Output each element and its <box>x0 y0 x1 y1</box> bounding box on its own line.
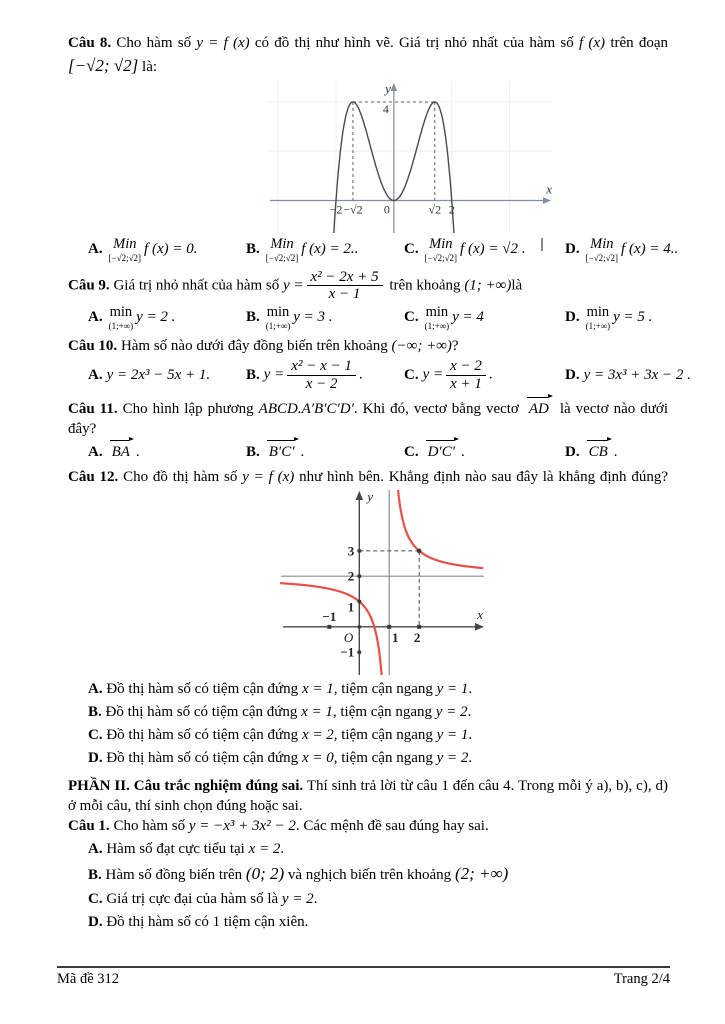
option-12A-t3: . <box>468 680 473 697</box>
question-10-label: Câu 10. <box>68 337 118 354</box>
option-12B-t1: Đồ thị hàm số có tiệm cận đứng <box>105 703 298 720</box>
option-11B-post: . <box>300 444 305 461</box>
part2-q1-D-t1: Đồ thị hàm số có 1 tiệm cận xiên. <box>106 913 309 930</box>
option-9A <box>88 305 246 331</box>
option-8C-label: C. <box>404 241 419 258</box>
option-12C-t3: . <box>468 727 473 744</box>
option-10C-post: . <box>488 366 493 383</box>
part2-q1-option-C <box>68 889 668 909</box>
option-9A-expr: y = 2 . <box>136 309 176 326</box>
option-8A <box>88 237 246 263</box>
question-12-options <box>68 679 668 769</box>
question-8-m1: y = f (x) <box>196 35 250 51</box>
option-12D <box>68 748 668 768</box>
option-12D-t3: . <box>468 750 473 767</box>
question-9 <box>68 269 668 331</box>
svg-text:2: 2 <box>347 568 355 584</box>
question-9-t2: trên khoảng <box>389 277 461 294</box>
function-graph-q8 <box>268 81 668 233</box>
option-12D-label: D. <box>88 750 103 767</box>
part2-q1-D-label: D. <box>88 913 103 930</box>
option-12D-m1: x = 0 <box>301 750 334 767</box>
option-10B-den: x − 2 <box>305 375 338 392</box>
option-10D-label: D. <box>565 367 580 384</box>
question-11-t1: Cho hình lập phương <box>122 400 254 417</box>
option-10D <box>565 365 691 385</box>
option-12C <box>68 725 668 745</box>
option-9B-sub: (1;+∞) <box>265 320 291 331</box>
option-10C-label: C. <box>404 366 419 383</box>
part2-question-1 <box>68 816 668 932</box>
part2-q1-option-B <box>68 863 668 886</box>
question-9-t3: là <box>511 277 523 294</box>
option-12B-m2: y = 2 <box>435 703 468 720</box>
option-8A-sub: [−√2;√2] <box>108 252 142 263</box>
question-8-t4: là: <box>142 59 158 76</box>
question-9-label: Câu 9. <box>68 277 110 294</box>
option-12C-m1: x = 2 <box>301 727 334 744</box>
question-10-t2: ? <box>451 337 459 354</box>
option-9C-min: min <box>425 304 449 321</box>
svg-text:x: x <box>477 606 483 622</box>
option-12C-t1: Đồ thị hàm số có tiệm cận đứng <box>106 727 299 744</box>
question-8 <box>68 33 679 263</box>
question-11-text <box>68 398 668 440</box>
option-8A-expr: f (x) = 0. <box>144 241 198 258</box>
option-10D-expr: y = 3x³ + 3x − 2 . <box>583 367 691 384</box>
question-8-label: Câu 8. <box>68 35 112 51</box>
part2-q1-C-t1: Giá trị cực đại của hàm số là <box>106 890 279 907</box>
option-9B-label: B. <box>246 309 260 326</box>
option-11B-label: B. <box>246 444 260 461</box>
option-9D <box>565 305 668 331</box>
option-12A-t1: Đồ thị hàm số có tiệm cận đứng <box>106 680 299 697</box>
option-11A-vector: BA <box>110 441 133 462</box>
option-12B-m1: x = 1 <box>301 703 333 720</box>
part2-q1-option-A <box>68 839 668 859</box>
option-11C-vector: D′C′ <box>426 441 458 462</box>
option-9C-label: C. <box>404 309 419 326</box>
option-11C <box>404 441 565 462</box>
question-8-t3: trên đoạn <box>610 35 669 51</box>
option-9D-min: min <box>586 304 610 321</box>
option-12C-m2: y = 1 <box>436 727 469 744</box>
question-11 <box>68 398 668 463</box>
option-11B-vector: B′C′ <box>267 441 298 462</box>
svg-text:0: 0 <box>383 202 390 217</box>
svg-text:O: O <box>343 629 354 645</box>
question-10-m1: (−∞; +∞) <box>391 337 452 354</box>
svg-text:−1: −1 <box>322 608 337 624</box>
option-8C-min: Min <box>429 236 453 253</box>
option-10B-num: x² − x − 1 <box>287 358 356 376</box>
option-12A <box>68 679 668 699</box>
option-9A-sub: (1;+∞) <box>108 320 134 331</box>
option-11D <box>565 441 668 462</box>
question-8-text <box>68 33 668 53</box>
question-9-frac-den: x − 1 <box>328 286 361 303</box>
option-9B <box>246 305 404 331</box>
function-graph-q12 <box>280 490 668 675</box>
option-10C-pre: y = <box>422 366 444 383</box>
cursor-artifact <box>541 238 543 251</box>
option-11D-vector: CB <box>587 441 611 462</box>
option-8C-expr: f (x) = √2 . <box>460 241 526 258</box>
part2-q1-t2: . Các mệnh đề sau đúng hay sai. <box>295 818 489 835</box>
part2-q1-m1: y = −x³ + 3x² − 2 <box>188 818 296 835</box>
option-10A <box>88 365 246 385</box>
part2-q1-B-t1: Hàm số đồng biến trên <box>105 866 243 883</box>
part2-q1-A-t1: Hàm số đạt cực tiểu tại <box>106 841 245 858</box>
option-11A <box>88 441 246 462</box>
option-8A-min: Min <box>113 236 137 253</box>
svg-text:−1: −1 <box>340 644 355 660</box>
option-9C-sub: (1;+∞) <box>424 320 450 331</box>
question-11-m1: ABCD.A′B′C′D′ <box>258 400 354 417</box>
part2-q1-t1: Cho hàm số <box>113 818 186 835</box>
option-9C <box>404 305 565 331</box>
option-10B-label: B. <box>246 366 260 383</box>
option-9C-expr: y = 4 <box>452 309 484 326</box>
svg-text:1: 1 <box>391 629 399 645</box>
option-12B-t2: , tiệm cận ngang <box>332 703 433 720</box>
option-12A-label: A. <box>88 680 103 697</box>
option-12D-t1: Đồ thị hàm số có tiệm cận đứng <box>106 750 299 767</box>
option-10C-den: x + 1 <box>450 375 482 392</box>
option-8B-expr: f (x) = 2.. <box>301 241 359 258</box>
part2-title: PHẦN II. Câu trắc nghiệm đúng sai. <box>68 777 304 794</box>
question-9-t1: Giá trị nhỏ nhất của hàm số <box>113 277 280 294</box>
part2-q1-A-label: A. <box>88 841 103 858</box>
question-11-label: Câu 11. <box>68 400 118 417</box>
question-11-t2: . Khi đó, vectơ bằng vectơ <box>353 400 519 417</box>
option-12C-t2: , tiệm cận ngang <box>333 727 433 744</box>
part2-q1-B-label: B. <box>88 866 102 883</box>
question-12-t1: Cho đồ thị hàm số <box>123 469 238 486</box>
option-8B-label: B. <box>246 241 260 258</box>
option-9D-label: D. <box>565 309 580 326</box>
question-9-m1: y = <box>282 277 304 294</box>
option-12A-t2: , tiệm cận ngang <box>333 680 433 697</box>
question-10-t1: Hàm số nào dưới đây đồng biến trên khoảng <box>120 337 388 354</box>
svg-text:y: y <box>367 489 374 504</box>
graph-q8-svg <box>268 81 553 233</box>
option-11D-post: . <box>613 444 618 461</box>
option-10C-num: x − 2 <box>446 358 486 376</box>
question-9-frac-num: x² − 2x + 5 <box>307 269 383 287</box>
question-10-options <box>68 358 691 393</box>
option-9B-min: min <box>266 304 290 321</box>
question-8-options <box>68 236 679 263</box>
question-9-options <box>68 305 668 331</box>
question-8-interval-line <box>68 55 668 78</box>
part2-q1-C-m1: y = 2 <box>281 890 314 907</box>
part2-instructions: Thí sinh trả lời từ câu 1 đến câu 4. Trong mỗi ý a), b), c), d) ở mỗi câu, thí sinh chọn đúng hoặc sai. <box>68 777 668 814</box>
part2-header <box>68 776 668 817</box>
option-10B <box>246 358 404 393</box>
option-11A-label: A. <box>88 444 103 461</box>
part2-question-1-text <box>68 816 668 836</box>
question-9-m2: (1; +∞) <box>464 277 512 294</box>
part2-q1-C-label: C. <box>88 890 103 907</box>
option-9A-label: A. <box>88 309 103 326</box>
question-12-t2: như hình bên. Khẳng định nào sau đây là khẳng định đúng? <box>299 469 669 486</box>
part2-q1-A-t2: . <box>280 841 285 858</box>
option-8D-label: D. <box>565 241 580 258</box>
option-10A-label: A. <box>88 367 103 384</box>
option-12C-label: C. <box>88 727 103 744</box>
part2-q1-A-m1: x = 2 <box>248 841 281 858</box>
option-10A-expr: y = 2x³ − 5x + 1. <box>106 367 211 384</box>
question-10-text <box>68 336 668 356</box>
option-8D-expr: f (x) = 4.. <box>621 241 679 258</box>
option-12B-t3: . <box>467 703 472 720</box>
option-8B-sub: [−√2;√2] <box>265 252 299 263</box>
option-11C-label: C. <box>404 444 419 461</box>
part2-q1-B-m1: (0; 2) <box>245 863 285 883</box>
svg-text:3: 3 <box>347 542 355 558</box>
option-10C <box>404 358 565 393</box>
option-12A-m1: x = 1 <box>301 680 334 697</box>
question-12-text <box>68 467 668 487</box>
option-9B-expr: y = 3 . <box>293 309 333 326</box>
question-12-m1: y = f (x) <box>242 469 295 486</box>
option-11C-post: . <box>461 444 465 461</box>
part2-q1-C-t2: . <box>313 890 318 907</box>
graph-q12-svg <box>280 490 485 675</box>
question-12-label: Câu 12. <box>68 469 119 486</box>
question-9-text <box>68 269 668 304</box>
question-10 <box>68 336 691 393</box>
svg-text:4: 4 <box>382 102 389 117</box>
option-8B-min: Min <box>270 236 294 253</box>
svg-text:−2: −2 <box>329 202 343 217</box>
exam-code: Mã đề 312 <box>57 971 120 987</box>
option-11A-post: . <box>135 444 140 461</box>
question-8-m2: f (x) <box>579 35 606 51</box>
page-footer <box>57 966 670 990</box>
option-12A-m2: y = 1 <box>436 680 469 697</box>
question-11-options <box>68 441 668 462</box>
option-8D-sub: [−√2;√2] <box>585 252 619 263</box>
option-9D-sub: (1;+∞) <box>585 320 611 331</box>
option-8D-min: Min <box>590 236 614 253</box>
option-8D <box>565 237 678 263</box>
option-10B-post: . <box>358 366 363 383</box>
svg-text:2: 2 <box>448 202 455 217</box>
option-9D-expr: y = 5 . <box>613 309 653 326</box>
option-8A-label: A. <box>88 241 103 258</box>
part2-q1-label: Câu 1. <box>68 818 110 835</box>
option-11B <box>246 441 404 462</box>
part2-q1-B-t2: và nghịch biến trên khoảng <box>287 866 452 883</box>
svg-text:1: 1 <box>347 599 355 615</box>
question-8-t1: Cho hàm số <box>116 35 192 51</box>
svg-text:y: y <box>385 81 391 97</box>
svg-text:x: x <box>546 181 552 197</box>
question-8-interval: [−√2; √2] <box>68 56 139 76</box>
part2-q1-option-D <box>68 912 668 932</box>
svg-text:2: 2 <box>413 629 421 645</box>
option-11D-label: D. <box>565 444 580 461</box>
question-11-vector-AD: AD <box>527 398 552 419</box>
svg-text:−√2: −√2 <box>343 202 363 217</box>
page-number: Trang 2/4 <box>613 971 670 987</box>
part2-q1-B-m2: (2; +∞) <box>454 863 509 883</box>
option-12B-label: B. <box>88 703 102 720</box>
question-11-t3: là vectơ nào dưới đây? <box>68 400 668 437</box>
question-8-t2: có đồ thị như hình vẽ. Giá trị nhỏ nhất của hàm số <box>254 35 574 51</box>
option-8B <box>246 237 404 263</box>
option-12D-t2: , tiệm cận ngang <box>333 750 433 767</box>
svg-text:√2: √2 <box>428 202 442 217</box>
option-10B-pre: y = <box>263 366 285 383</box>
option-8C-sub: [−√2;√2] <box>424 252 458 263</box>
question-12 <box>68 467 668 768</box>
option-9A-min: min <box>109 304 133 321</box>
option-12D-m2: y = 2 <box>436 750 469 767</box>
option-12B <box>68 702 668 722</box>
